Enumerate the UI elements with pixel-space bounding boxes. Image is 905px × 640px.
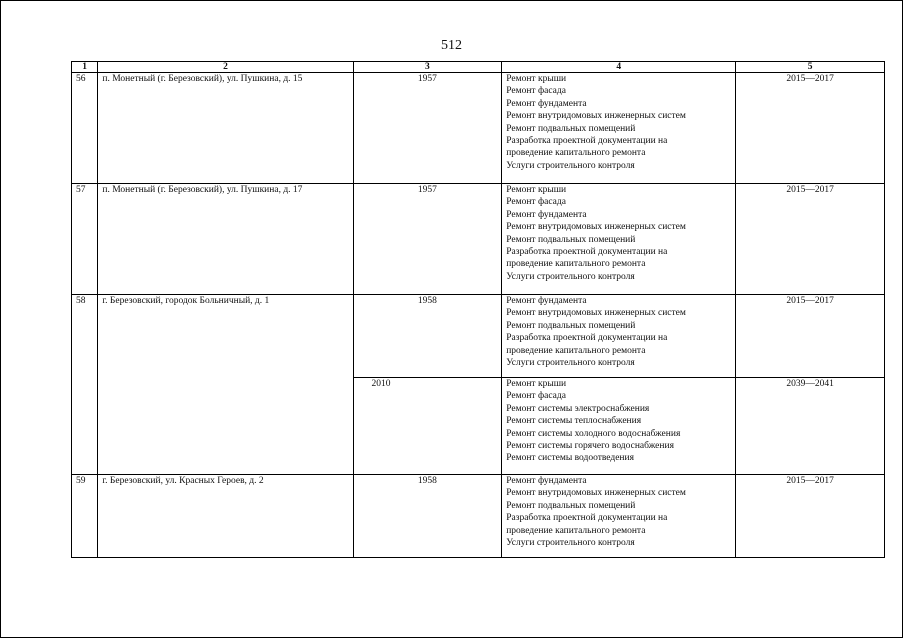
row-number: 57 <box>72 184 98 295</box>
work-item: Услуги строительного контроля <box>506 538 635 549</box>
work-item: Ремонт фасада <box>506 391 566 402</box>
work-item: Ремонт фундамента <box>506 98 587 109</box>
work-item: Услуги строительного контроля <box>506 271 635 282</box>
table-row <box>72 73 885 184</box>
work-item: Ремонт крыши <box>506 379 567 389</box>
work-item: Ремонт фундамента <box>506 209 587 220</box>
work-item: Ремонт системы электроснабжения <box>506 403 650 414</box>
work-item: Ремонт крыши <box>506 74 567 84</box>
work-item: Ремонт внутридомовых инженерных систем <box>506 488 686 499</box>
year-cell: 1958 <box>353 475 502 558</box>
work-item: Услуги строительного контроля <box>506 358 635 369</box>
work-item: Ремонт фундамента <box>506 476 587 486</box>
period-cell: 2015—2017 <box>736 73 885 184</box>
works-cell <box>502 295 736 378</box>
row-number: 59 <box>72 475 98 558</box>
work-item: Ремонт подвальных помещений <box>506 500 636 511</box>
work-item: Ремонт внутридомовых инженерных систем <box>506 111 686 122</box>
period-cell: 2015—2017 <box>736 295 885 378</box>
period-cell: 2015—2017 <box>736 184 885 295</box>
column-header: 3 <box>353 62 502 73</box>
work-item: Ремонт фасада <box>506 197 566 208</box>
table-row <box>72 475 885 558</box>
work-item: Ремонт крыши <box>506 185 567 195</box>
work-item: Ремонт системы горячего водоснабжения <box>506 441 674 452</box>
column-header: 2 <box>98 62 353 73</box>
year-cell: 1957 <box>353 73 502 184</box>
work-item: Ремонт системы водоотведения <box>506 453 634 464</box>
work-item: проведение капитального ремонта <box>506 148 646 159</box>
work-item: Разработка проектной документации на <box>506 333 668 344</box>
period-cell: 2039—2041 <box>736 378 885 475</box>
page-number: 512 <box>441 38 462 53</box>
table-row <box>72 184 885 295</box>
work-item: Ремонт внутридомовых инженерных систем <box>506 222 686 233</box>
work-item: Разработка проектной документации на <box>506 247 668 258</box>
year-cell: 1957 <box>353 184 502 295</box>
row-number: 58 <box>72 295 98 475</box>
work-item: Услуги строительного контроля <box>506 160 635 171</box>
year-cell: 2010 <box>353 378 502 475</box>
address-cell: п. Монетный (г. Березовский), ул. Пушкина, д. 17 <box>98 184 353 295</box>
column-header: 5 <box>736 62 885 73</box>
work-item: Ремонт системы теплоснабжения <box>506 416 642 427</box>
address-cell: п. Монетный (г. Березовский), ул. Пушкина, д. 15 <box>98 73 353 184</box>
work-item: Ремонт фасада <box>506 86 566 97</box>
column-header: 4 <box>502 62 736 73</box>
table-header-row <box>72 62 885 73</box>
works-cell <box>502 378 736 475</box>
work-item: Ремонт внутридомовых инженерных систем <box>506 308 686 319</box>
work-item: проведение капитального ремонта <box>506 525 646 536</box>
work-item: Разработка проектной документации на <box>506 136 668 147</box>
work-item: Ремонт фундамента <box>506 296 587 306</box>
table-row <box>72 295 885 378</box>
year-cell: 1958 <box>353 295 502 378</box>
work-item: проведение капитального ремонта <box>506 345 646 356</box>
column-header: 1 <box>72 62 98 73</box>
work-item: Ремонт системы холодного водоснабжения <box>506 428 681 439</box>
address-cell: г. Березовский, городок Больничный, д. 1 <box>98 295 353 475</box>
period-cell: 2015—2017 <box>736 475 885 558</box>
work-item: Разработка проектной документации на <box>506 513 668 524</box>
work-item: Ремонт подвальных помещений <box>506 320 636 331</box>
work-item: Ремонт подвальных помещений <box>506 123 636 134</box>
works-cell <box>502 475 736 558</box>
repair-schedule-table <box>71 61 885 558</box>
work-item: проведение капитального ремонта <box>506 259 646 270</box>
row-number: 56 <box>72 73 98 184</box>
address-cell: г. Березовский, ул. Красных Героев, д. 2 <box>98 475 353 558</box>
works-cell <box>502 184 736 295</box>
work-item: Ремонт подвальных помещений <box>506 234 636 245</box>
works-cell <box>502 73 736 184</box>
